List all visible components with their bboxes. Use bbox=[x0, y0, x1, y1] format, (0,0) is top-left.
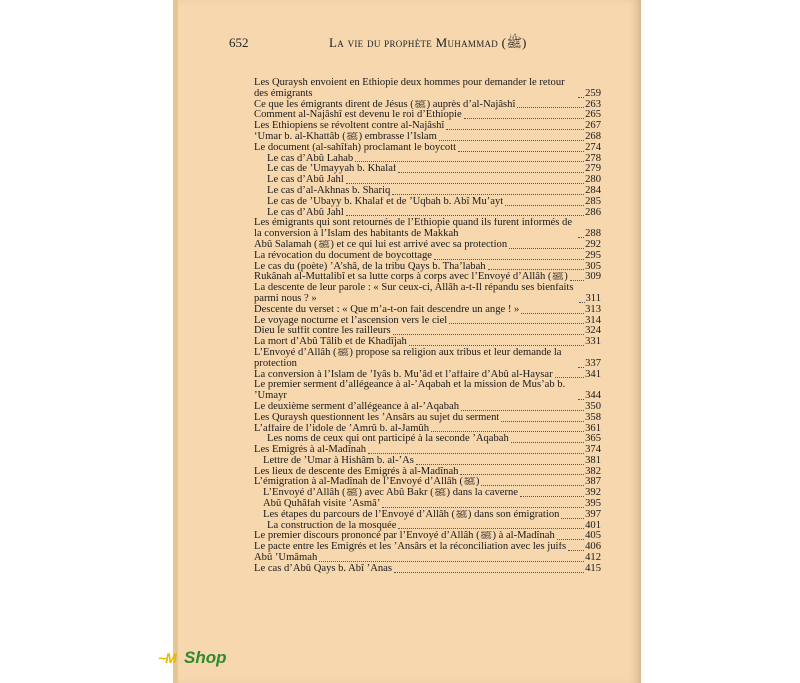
toc-entry bbox=[254, 542, 601, 553]
toc-entry-title: Les étapes du parcours de l’Envoyé d’Allâh (ﷺ) dans son émigration bbox=[263, 509, 560, 520]
toc-entry-title: La descente de leur parole : « Sur ceux-ci, Allâh a-t-Il répandu ses bienfaits parmi nous ? » bbox=[254, 283, 574, 304]
toc-entry bbox=[254, 283, 601, 305]
toc-entry-title: Dieu le suffit contre les railleurs bbox=[254, 326, 391, 337]
toc-entry-page: 415 bbox=[585, 562, 601, 574]
toc-entry bbox=[254, 488, 601, 499]
toc-entry-page: 397 bbox=[585, 508, 601, 520]
toc-entry-title: Le document (al-sahîfah) proclamant le boycott bbox=[254, 142, 457, 153]
page-number: 652 bbox=[229, 35, 249, 50]
toc-entry-title: Les émigrants qui sont retournés de l’Ethiopie quand ils furent informés de la conversion à l’Islam des habitants de Makkah bbox=[254, 218, 573, 240]
toc-entry-title: Le voyage nocturne et l’ascension vers le ciel bbox=[254, 315, 448, 326]
toc-leader bbox=[570, 280, 584, 281]
toc-entry bbox=[254, 424, 601, 435]
toc-entry-title: Le cas d’Abû Jahl bbox=[267, 207, 344, 218]
toc-leader bbox=[398, 172, 584, 173]
toc-entry-page: 341 bbox=[585, 368, 601, 380]
toc-entry-title: Abû Salamah (ﷺ) et ce qui lui est arrivé avec sa protection bbox=[254, 239, 508, 250]
logo-text: Shop bbox=[184, 648, 227, 667]
toc-entry bbox=[254, 445, 601, 456]
toc-entry-title: Ce que les émigrants dirent de Jésus (ﷺ) auprès d’al-Najâshî bbox=[254, 99, 516, 110]
toc-leader bbox=[368, 453, 584, 454]
toc-entry bbox=[254, 251, 601, 262]
toc-entry-page: 305 bbox=[585, 260, 601, 272]
toc-entry bbox=[254, 402, 601, 413]
toc-entry-title: L’Envoyé d’Allâh (ﷺ) avec Abû Bakr (ﷺ) dans la caverne bbox=[263, 488, 518, 499]
toc-entry bbox=[254, 316, 601, 327]
toc-entry bbox=[254, 78, 601, 100]
toc-entry-page: 337 bbox=[585, 357, 601, 369]
toc-entry bbox=[254, 477, 601, 488]
toc-leader bbox=[461, 410, 584, 411]
toc-leader bbox=[416, 464, 584, 465]
toc-entry-title: ‘Umar b. al-Khattâb (ﷺ) embrasse l’Islam bbox=[254, 131, 437, 142]
toc-entry bbox=[254, 326, 601, 337]
toc-entry-title: Abû Quhâfah visite ’Asmâ’ bbox=[263, 499, 381, 510]
toc-entry-title: Le cas d’Abû Qays b. Abî ’Anas bbox=[254, 563, 392, 574]
toc-entry bbox=[254, 467, 601, 478]
toc-entry bbox=[254, 197, 601, 208]
toc-entry bbox=[254, 499, 601, 510]
toc-leader bbox=[578, 97, 584, 98]
page-header bbox=[229, 35, 609, 53]
toc-entry bbox=[254, 143, 601, 154]
toc-leader bbox=[555, 377, 584, 378]
toc-entry bbox=[254, 121, 601, 132]
toc-leader bbox=[464, 118, 584, 119]
toc-entry-page: 374 bbox=[585, 444, 601, 456]
toc-entry-page: 309 bbox=[585, 271, 601, 283]
toc-entry-page: 259 bbox=[585, 87, 601, 99]
toc-entry-title: L’émigration à al-Madînah de l’Envoyé d’Allâh (ﷺ) bbox=[254, 477, 480, 488]
toc-entry bbox=[254, 100, 601, 111]
toc-entry-title: La conversion à l’Islam de ’Iyâs b. Mu’âd et l’affaire d’Abû al-Haysar bbox=[254, 369, 553, 380]
toc-entry-page: 361 bbox=[585, 422, 601, 434]
toc-entry-page: 344 bbox=[585, 390, 601, 402]
toc-entry-page: 392 bbox=[585, 487, 601, 499]
toc-entry-page: 331 bbox=[585, 336, 601, 348]
toc-entry bbox=[254, 380, 601, 402]
toc-entry-page: 268 bbox=[585, 130, 601, 142]
toc-leader bbox=[578, 399, 584, 400]
toc-entry-page: 387 bbox=[585, 476, 601, 488]
toc-entry bbox=[254, 240, 601, 251]
toc-entry-page: 324 bbox=[585, 325, 601, 337]
toc-leader bbox=[568, 550, 584, 551]
toc-entry-page: 401 bbox=[585, 519, 601, 531]
toc-entry-title: Rukânah al-Muttalibî et sa lutte corps à corps avec l’Envoyé d’Allâh (ﷺ) bbox=[254, 272, 568, 283]
toc-entry-title: Les lieux de descente des Émigrés à al-Madînah bbox=[254, 466, 459, 477]
toc-entry-title: L’Envoyé d’Allâh (ﷺ) propose sa religion aux tribus et leur demande la protection bbox=[254, 347, 562, 369]
toc-entry bbox=[254, 510, 601, 521]
toc-entry-title: Descente du verset : « Que m’a-t-on fait descendre un ange ! » bbox=[254, 304, 520, 315]
toc-leader bbox=[439, 140, 584, 141]
toc-leader bbox=[557, 539, 584, 540]
toc-entry-page: 274 bbox=[585, 141, 601, 153]
toc-entry-title: Le cas d’Abû Lahab bbox=[267, 153, 354, 164]
toc-entry-page: 284 bbox=[585, 184, 601, 196]
toc-leader bbox=[481, 485, 584, 486]
toc-entry-title: Le premier discours prononcé par l’Envoyé d’Allâh (ﷺ) à al-Madînah bbox=[254, 531, 555, 542]
toc-entry-page: 279 bbox=[585, 163, 601, 175]
toc-entry bbox=[254, 413, 601, 424]
toc-leader bbox=[561, 518, 584, 519]
toc-leader bbox=[398, 528, 584, 529]
toc-entry bbox=[254, 186, 601, 197]
toc-leader bbox=[521, 313, 584, 314]
toc-entry bbox=[254, 175, 601, 186]
toc-leader bbox=[409, 345, 584, 346]
toc-leader bbox=[488, 269, 585, 270]
toc-entry bbox=[254, 110, 601, 121]
toc-leader bbox=[382, 507, 584, 508]
toc-entry-title: Le cas d’Abû Jahl bbox=[267, 175, 344, 186]
toc-leader bbox=[394, 572, 584, 573]
toc-entry-title: Les Quraysh envoient en Ethiopie deux hommes pour demander le retour des émigrants bbox=[254, 78, 565, 99]
toc-entry bbox=[254, 132, 601, 143]
toc-entry-page: 381 bbox=[585, 454, 601, 466]
toc-entry-title: Lettre de ’Umar à Hishâm b. al-’As bbox=[263, 455, 414, 466]
toc-leader bbox=[446, 129, 584, 130]
toc-entry bbox=[254, 262, 601, 273]
toc-entry bbox=[254, 164, 601, 175]
toc-leader bbox=[578, 367, 584, 368]
toc-entry-page: 280 bbox=[585, 174, 601, 186]
toc-entry bbox=[254, 434, 601, 445]
toc-entry-title: La révocation du document de boycottage bbox=[254, 250, 432, 261]
toc-leader bbox=[355, 161, 584, 162]
logo-mark-icon: ~M bbox=[158, 650, 176, 666]
toc-leader bbox=[520, 496, 584, 497]
toc-leader bbox=[449, 323, 584, 324]
toc-leader bbox=[579, 302, 585, 303]
table-of-contents bbox=[254, 78, 601, 575]
toc-entry-page: 267 bbox=[585, 120, 601, 132]
toc-leader bbox=[517, 107, 584, 108]
toc-entry-page: 358 bbox=[585, 411, 601, 423]
toc-entry-title: Le cas du (poète) ’A’shâ, de la tribu Qays b. Tha’labah bbox=[254, 261, 486, 272]
toc-leader bbox=[319, 561, 584, 562]
toc-leader bbox=[392, 194, 584, 195]
toc-entry-title: Les noms de ceux qui ont participé à la seconde ’Aqabah bbox=[267, 434, 509, 445]
toc-entry-title: La mort d’Abû Tâlib et de Khadîjah bbox=[254, 337, 407, 348]
toc-entry-page: 285 bbox=[585, 195, 601, 207]
toc-leader bbox=[460, 474, 584, 475]
toc-entry bbox=[254, 521, 601, 532]
toc-entry-page: 365 bbox=[585, 433, 601, 445]
toc-entry bbox=[254, 218, 601, 240]
toc-entry-title: Abû ’Umâmah bbox=[254, 553, 318, 564]
toc-leader bbox=[393, 334, 585, 335]
toc-entry-page: 350 bbox=[585, 400, 601, 412]
toc-entry-page: 313 bbox=[585, 303, 601, 315]
toc-entry-title: Le premier serment d’allégeance à al-’Aqabah et la mission de Mus’ab b. ’Umayr bbox=[254, 380, 566, 402]
toc-entry-title: Le cas de ’Umayyah b. Khalaf bbox=[267, 164, 397, 175]
toc-entry-page: 382 bbox=[585, 465, 601, 477]
toc-entry bbox=[254, 305, 601, 316]
toc-leader bbox=[458, 151, 584, 152]
toc-entry-page: 292 bbox=[585, 238, 601, 250]
toc-entry-page: 405 bbox=[585, 530, 601, 542]
toc-entry-title: Les Émigrés à al-Madînah bbox=[254, 445, 367, 456]
toc-entry bbox=[254, 564, 601, 575]
toc-entry-title: Le deuxième serment d’allégeance à al-’Aqabah bbox=[254, 401, 459, 412]
toc-entry bbox=[254, 348, 601, 370]
toc-entry-title: Le cas de ’Ubayy b. Khalaf et de ’Uqbah b. Abî Mu’ayt bbox=[267, 196, 504, 207]
toc-leader bbox=[434, 259, 584, 260]
toc-entry bbox=[254, 154, 601, 165]
toc-leader bbox=[509, 248, 584, 249]
toc-entry-page: 406 bbox=[585, 541, 601, 553]
toc-entry bbox=[254, 531, 601, 542]
toc-entry-title: L’affaire de l’idole de ’Amrû b. al-Jamûh bbox=[254, 423, 430, 434]
toc-entry-page: 395 bbox=[585, 498, 601, 510]
toc-entry-page: 288 bbox=[585, 228, 601, 240]
toc-leader bbox=[431, 431, 584, 432]
toc-leader bbox=[511, 442, 584, 443]
toc-entry-title: Comment al-Najâshî est devenu le roi d’Ethiopie bbox=[254, 110, 462, 121]
toc-entry-title: La construction de la mosquée bbox=[267, 520, 397, 531]
toc-entry bbox=[254, 208, 601, 219]
toc-entry-page: 412 bbox=[585, 552, 601, 564]
toc-entry-page: 286 bbox=[585, 206, 601, 218]
toc-entry bbox=[254, 370, 601, 381]
toc-entry-title: Le cas d’al-Akhnas b. Shariq bbox=[267, 185, 391, 196]
toc-entry-title: Le pacte entre les Émigrés et les ’Ansârs et la réconciliation avec les juifs bbox=[254, 542, 567, 553]
toc-entry-page: 278 bbox=[585, 152, 601, 164]
toc-entry-page: 263 bbox=[585, 98, 601, 110]
toc-entry bbox=[254, 337, 601, 348]
toc-entry bbox=[254, 553, 601, 564]
toc-entry-page: 314 bbox=[585, 314, 601, 326]
toc-entry-page: 265 bbox=[585, 109, 601, 121]
toc-entry bbox=[254, 456, 601, 467]
toc-entry-page: 295 bbox=[585, 249, 601, 261]
toc-leader bbox=[346, 183, 584, 184]
toc-leader bbox=[578, 237, 584, 238]
toc-entry-title: Les Quraysh questionnent les ’Ansârs au sujet du serment bbox=[254, 412, 500, 423]
toc-leader bbox=[346, 215, 584, 216]
toc-entry-page: 311 bbox=[585, 292, 601, 304]
toc-leader bbox=[505, 205, 584, 206]
toc-entry bbox=[254, 272, 601, 283]
running-title: La vie du prophète Muhammad (ﷺ) bbox=[329, 35, 527, 50]
toc-leader bbox=[501, 421, 584, 422]
toc-entry-title: Les Ethiopiens se révoltent contre al-Najâshî bbox=[254, 121, 445, 132]
